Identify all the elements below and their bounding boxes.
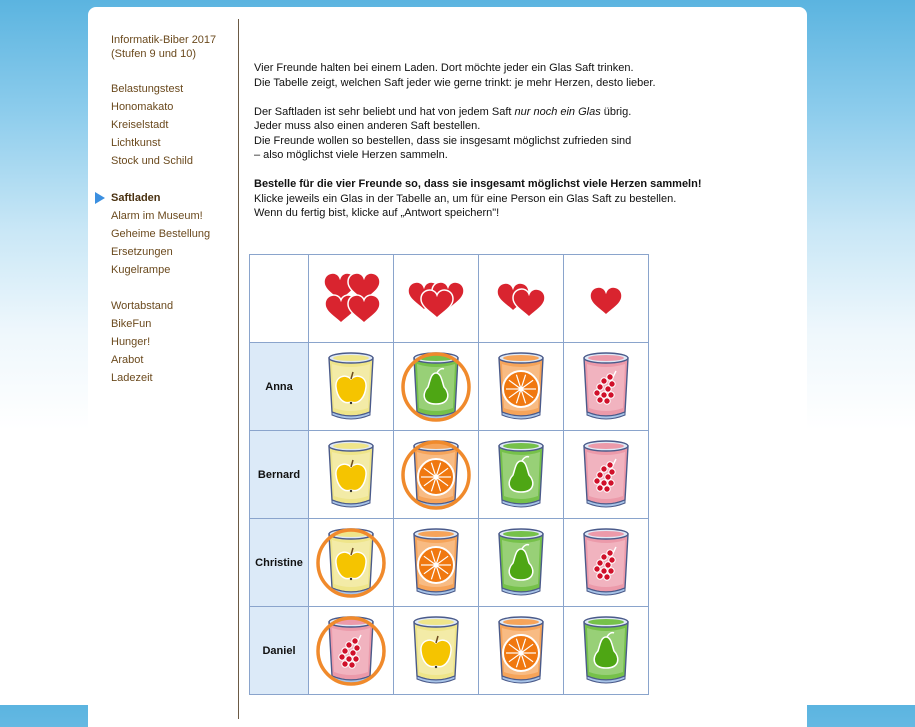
corner-cell <box>250 255 309 343</box>
nav-item-saftladen[interactable]: Saftladen <box>111 192 161 204</box>
glass-apple[interactable] <box>309 431 394 519</box>
instruction-line-3: Wenn du fertig bist, klicke auf „Antwort speichern"! <box>254 207 500 219</box>
nav-item-belastungstest[interactable]: Belastungstest <box>111 83 184 95</box>
glass-apple[interactable] <box>309 343 394 431</box>
glass-orange[interactable] <box>479 607 564 695</box>
glass-pear[interactable] <box>394 343 479 431</box>
table-row <box>250 607 649 695</box>
apple-icon <box>336 548 366 580</box>
intro-line-2: Die Tabelle zeigt, welchen Saft jeder wie gerne trinkt: je mehr Herzen, desto lieber. <box>254 76 656 89</box>
nav-item-ersetzungen[interactable]: Ersetzungen <box>111 246 173 258</box>
site-title[interactable] <box>111 33 216 61</box>
friend-name: Christine <box>250 519 309 607</box>
glass-currant[interactable] <box>564 343 649 431</box>
glass-orange[interactable] <box>394 431 479 519</box>
task-description <box>254 61 794 221</box>
heart-icon <box>590 287 622 315</box>
nav-item-arabot[interactable]: Arabot <box>111 354 144 366</box>
divider <box>238 19 239 719</box>
apple-icon <box>336 372 366 404</box>
glass-currant[interactable] <box>564 519 649 607</box>
hearts-3 <box>394 255 479 343</box>
nav-item-lichtkunst[interactable]: Lichtkunst <box>111 137 161 149</box>
heart-icon <box>348 295 380 323</box>
rule-line-1-em: nur noch ein Glas <box>514 105 601 118</box>
nav-item-geheime-bestellung[interactable]: Geheime Bestellung <box>111 228 211 240</box>
task-instruction: Bestelle für die vier Freunde so, dass sie insgesamt möglichst viele Herzen sammeln! <box>254 178 702 190</box>
hearts-1 <box>564 255 649 343</box>
apple-icon <box>421 636 451 668</box>
nav-item-wortabstand[interactable]: Wortabstand <box>111 300 174 312</box>
rule-line-2: Jeder muss also einen anderen Saft bestellen. <box>254 120 481 132</box>
table-row <box>250 343 649 431</box>
glass-orange[interactable] <box>479 343 564 431</box>
nav-item-bikefun[interactable]: BikeFun <box>111 318 152 330</box>
friend-name: Daniel <box>250 607 309 695</box>
hearts-4 <box>309 255 394 343</box>
rule-line-3: Die Freunde wollen so bestellen, dass sie insgesamt möglichst zufrieden sind <box>254 134 632 147</box>
site-title-line1: Informatik-Biber 2017 <box>111 34 217 46</box>
nav-item-hunger[interactable]: Hunger! <box>111 336 151 348</box>
friend-name: Anna <box>250 343 309 431</box>
glass-currant[interactable] <box>564 431 649 519</box>
juice-table <box>249 254 649 695</box>
glass-apple[interactable] <box>394 607 479 695</box>
table-row <box>250 519 649 607</box>
hearts-2 <box>479 255 564 343</box>
current-task-arrow-icon <box>95 192 105 204</box>
site-title-line2: (Stufen 9 und 10) <box>111 48 197 60</box>
glass-currant[interactable] <box>309 607 394 695</box>
orange-icon <box>418 547 454 583</box>
nav-item-alarm-im-museum[interactable]: Alarm im Museum! <box>111 210 203 222</box>
glass-apple[interactable] <box>309 519 394 607</box>
nav-item-ladezeit[interactable]: Ladezeit <box>111 372 153 384</box>
instruction-line-2: Klicke jeweils ein Glas in der Tabelle an, um für eine Person ein Glas Saft zu bestellen. <box>254 192 677 205</box>
hearts-row <box>250 255 649 343</box>
nav-item-kugelrampe[interactable]: Kugelrampe <box>111 264 171 276</box>
glass-orange[interactable] <box>394 519 479 607</box>
page-container <box>88 7 807 727</box>
friend-name: Bernard <box>250 431 309 519</box>
nav-item-honomakato[interactable]: Honomakato <box>111 101 174 113</box>
rule-line-4: – also möglichst viele Herzen sammeln. <box>254 149 448 161</box>
glass-pear[interactable] <box>479 519 564 607</box>
glass-pear[interactable] <box>564 607 649 695</box>
intro-line-1: Vier Freunde halten bei einem Laden. Dort möchte jeder ein Glas Saft trinken. <box>254 62 634 74</box>
rule-line-1-pre: Der Saftladen ist sehr beliebt und hat von jedem Saft <box>254 105 515 118</box>
nav-item-stock-und-schild[interactable]: Stock und Schild <box>111 155 193 167</box>
rule-line-1-post: übrig. <box>600 105 632 118</box>
orange-icon <box>418 459 454 495</box>
heart-icon <box>421 290 453 318</box>
apple-icon <box>336 460 366 492</box>
table-row <box>250 431 649 519</box>
orange-icon <box>503 635 539 671</box>
orange-icon <box>503 371 539 407</box>
heart-icon <box>513 289 545 317</box>
glass-pear[interactable] <box>479 431 564 519</box>
nav-item-kreiselstadt[interactable]: Kreiselstadt <box>111 119 169 131</box>
